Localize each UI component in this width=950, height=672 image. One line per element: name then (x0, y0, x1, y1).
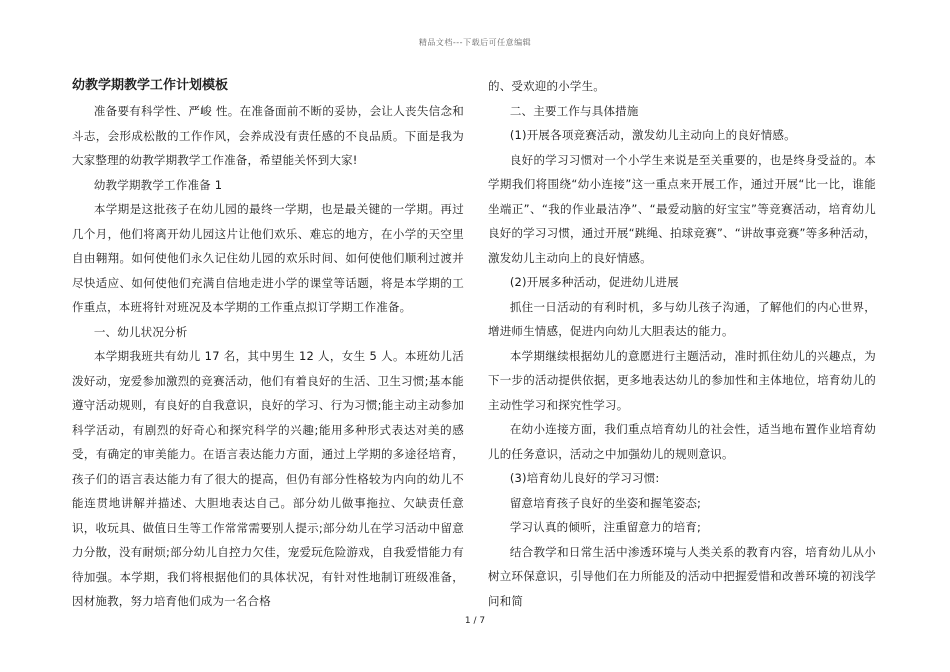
page-number: 1 / 7 (464, 616, 486, 626)
subheading-study-habits: (3)培育幼儿良好的学习习惯: (509, 471, 660, 485)
situation-analysis-paragraph: 本学期我班共有幼儿 17 名，其中男生 12 人，女生 5 人。本班幼儿活泼好动，宠爱参加激烈的竞赛活动，他们有着良好的生活、卫生习惯;基本能遵守活动规则，有良好的自我意识，良好的学习、行为习惯;能主动主动参加科学活动，有剧烈的好奇心和探究科学的兴趣;能用多种形式表达对美的感受，有确定的审美能力。在语言表达能力方面，通过上学期的多途径培育，孩子们的语言表达能力有了很大的提高，但仍有部分性格较为内向的幼儿不能连贯地讲解并描述、大胆地表达自己。部分幼儿做事拖拉、欠缺责任意识，收玩具、做值日生等工作常常需要别人提示;部分幼儿在学习活动中留意力分散，没有耐烦;部分幼儿自控力欠佳，宠爱玩危险游戏，自我爱惜能力有待加强。本学期，我们将根据他们的具体状况，有针对性地制订班级准备，因材施教，努力培育他们成为一名合格 (72, 349, 464, 608)
communication-paragraph: 抓住一日活动的有利时机，多与幼儿孩子沟通，了解他们的内心世界，增进师生情感，促进内向幼儿大胆表达的能力。 (488, 299, 876, 338)
intro-paragraph: 准备要有科学性、严峻 性。在准备面前不断的妥协，会让人丧失信念和斗志，会形成松散的工作作风，会养成没有责任感的不良品质。下面是我为大家整理的幼教学期教学工作准备，希望能关怀到大家! (72, 104, 464, 167)
posture-item: 留意培育孩子良好的坐姿和握笔姿态; (509, 495, 702, 510)
continued-paragraph: 的、受欢迎的小学生。 (488, 79, 605, 93)
right-column (488, 74, 876, 613)
page-header: 精品文档---下载后可任意编辑 (418, 38, 532, 47)
document-title: 幼教学期教学工作计划模板 (72, 78, 229, 93)
theme-activities-paragraph: 本学期继续根据幼儿的意愿进行主题活动，准时抓住幼儿的兴趣点，为下一步的活动提供依据，更多地表达幼儿的参加性和主体地位，培育幼儿的主动性学习和探究性学习。 (488, 348, 876, 412)
environment-paragraph: 结合教学和日常生活中渗透环境与人类关系的教育内容，培育幼儿从小树立环保意识，引导他们在力所能及的活动中把握爱惜和改善环境的初浅学问和简 (488, 544, 876, 608)
section-heading-main-work: 二、主要工作与具体措施 (509, 103, 639, 118)
section-heading-situation-analysis: 一、幼儿状况分析 (93, 324, 188, 339)
subheading-activities: (2)开展多种活动，促进幼儿进展 (509, 275, 679, 289)
semester-overview-paragraph: 本学期是这批孩子在幼儿园的最终一学期，也是最关键的一学期。再过几个月，他们将离开幼儿园这片让他们欢乐、难忘的地方，在小学的天空里自由翱翔。如何使他们永久记住幼儿园的欢乐时间、如何使他们顺利过渡并尽快适应、如何使他们充满自信地走进小学的课堂等话题，将是本学期的工作重点，本班将针对班况及本学期的工作重点拟订学期工作准备。 (72, 202, 464, 314)
transition-paragraph: 在幼小连接方面，我们重点培育幼儿的社会性，适当地布置作业培育幼儿的任务意识，活动之中加强幼儿的规则意识。 (488, 422, 876, 461)
section-heading-plan-1: 幼教学期教学工作准备 1 (93, 177, 223, 192)
listening-item: 学习认真的倾听，注重留意力的培育; (509, 520, 702, 534)
competitions-paragraph: 良好的学习习惯对一个小学生来说是至关重要的，也是终身受益的。本学期我们将围绕“幼小连接”这一重点来开展工作，通过开展“比一比，谁能坐端正”、“我的作业最洁净”、“最爱动脑的好宝宝”等竞赛活动，培育幼儿良好的学习习惯，通过开展“跳绳、拍球竞赛”、“讲故事竞赛”等多种活动，激发幼儿主动向上的良好情感。 (488, 152, 876, 265)
subheading-competitions: (1)开展各项竞赛活动，激发幼儿主动向上的良好情感。 (509, 128, 796, 142)
left-column (72, 74, 464, 614)
